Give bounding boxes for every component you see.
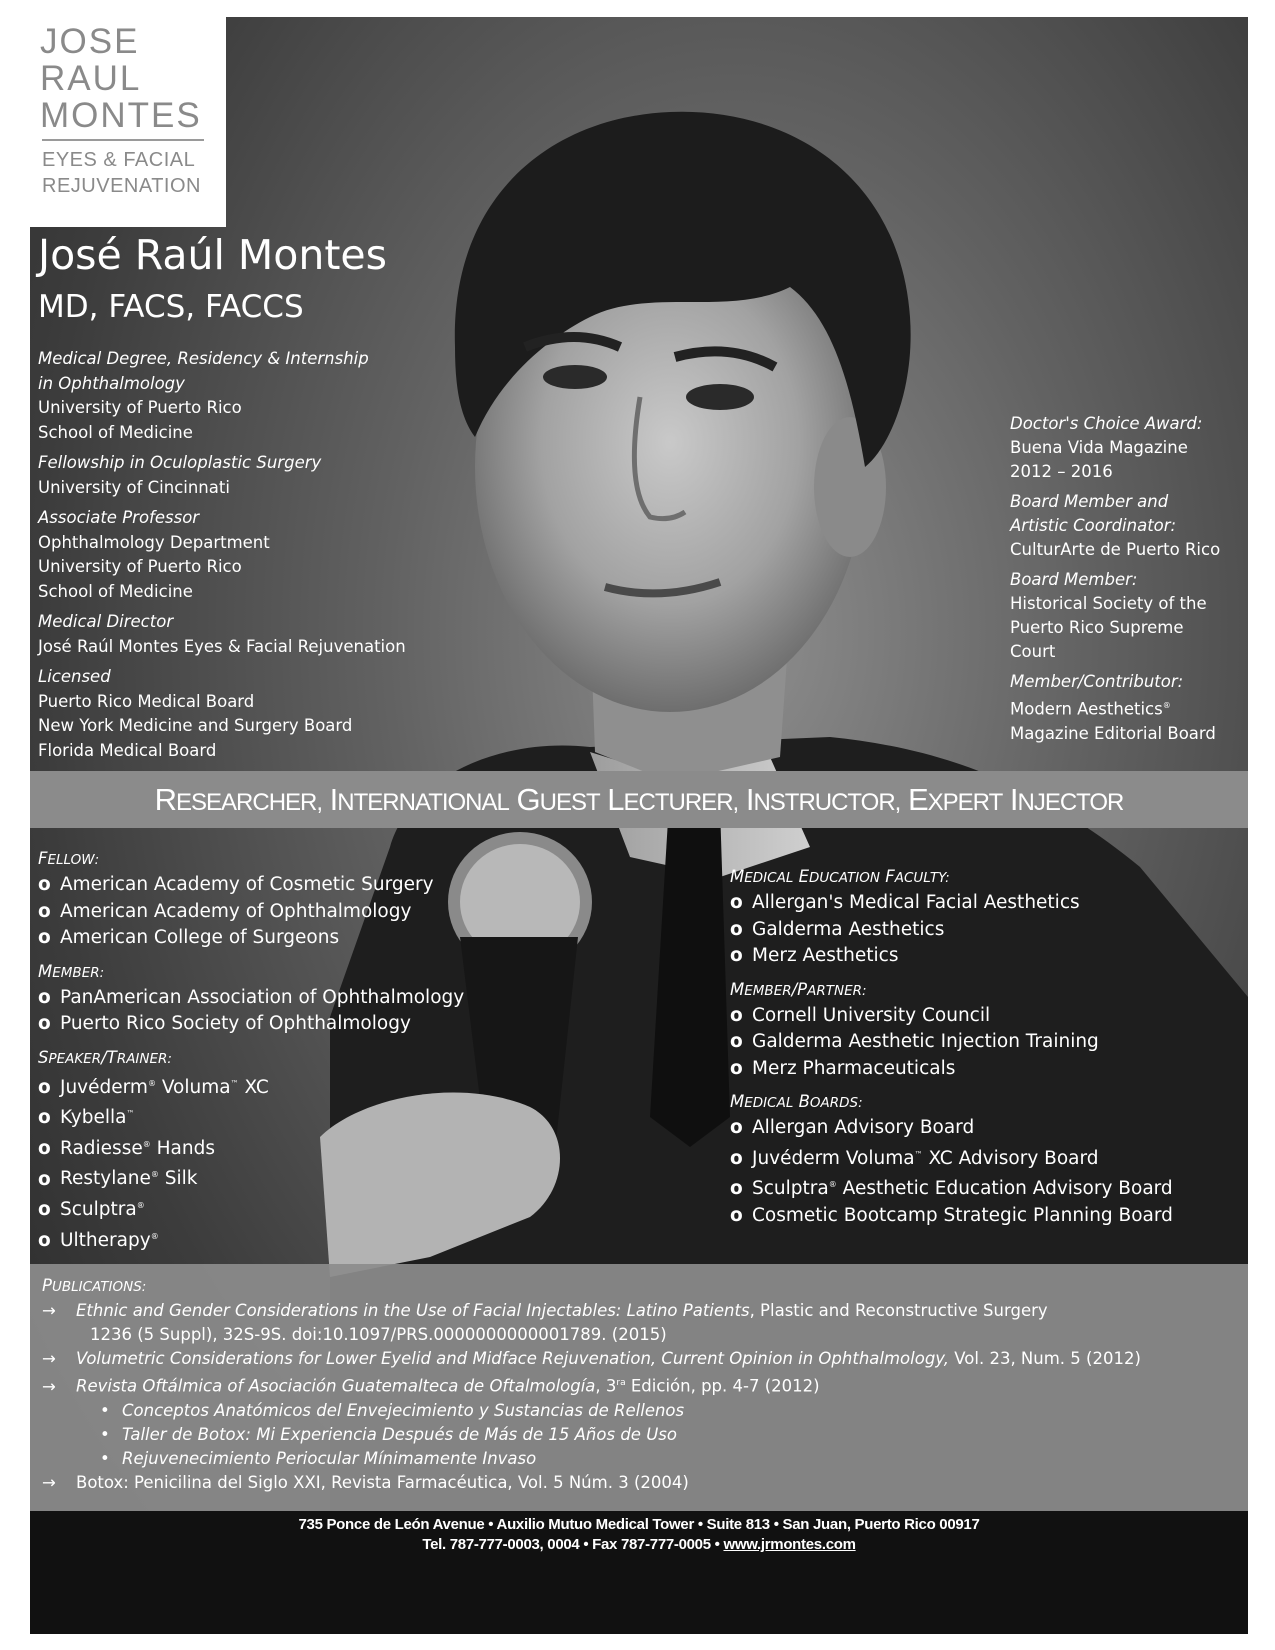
trainer-item-text: Radiesse: [60, 1137, 143, 1159]
credential-left-detail: University of Cincinnati: [38, 477, 230, 497]
section-heading-cap: M: [730, 979, 745, 999]
credential-right-title: Doctor's Choice Award:: [1010, 414, 1203, 433]
bullet: o: [730, 892, 743, 913]
section-heading-cap: M: [38, 961, 53, 981]
arrow-icon: →: [42, 1376, 56, 1396]
banner-capital: R: [154, 781, 176, 817]
logo-divider: [42, 139, 204, 141]
bullet: o: [730, 1204, 743, 1226]
bullet: o: [38, 1229, 51, 1251]
faculty-item-text: Galderma Aesthetics: [752, 918, 945, 940]
publication-source: Vol. 23, Num. 5 (2012): [949, 1349, 1141, 1368]
publication-subitem: [42, 1399, 1232, 1423]
credential-left-group: [38, 347, 438, 445]
credential-right-group: [1010, 670, 1235, 746]
publication-title: Revista Oftálmica of Asociación Guatemalteca de Oftalmología: [76, 1376, 596, 1396]
banner-capital: I: [745, 781, 754, 817]
publication-subitem: [42, 1447, 1232, 1471]
publication-source: , Plastic and Reconstructive Surgery: [749, 1301, 1048, 1320]
section-heading-rest: DUCATION: [809, 870, 880, 886]
bullet: o: [730, 1117, 743, 1138]
trainer-item-text: Voluma: [155, 1076, 231, 1098]
publication-edition: , 3: [595, 1376, 617, 1396]
board-item: [730, 1172, 1173, 1203]
credential-left-title: Medical Degree, Residency & Internship: [38, 349, 369, 368]
fellow-item-text: American Academy of Ophthalmology: [60, 900, 412, 922]
faculty-item: [730, 917, 1173, 944]
trainer-item: [38, 1071, 464, 1102]
section-heading-cap: E: [798, 867, 810, 886]
credential-right-detail: 2012 – 2016: [1010, 462, 1113, 481]
partner-item-text: Cornell University Council: [752, 1004, 991, 1026]
arrow-icon: →: [42, 1349, 56, 1368]
ordinal-suffix: ra: [616, 1378, 626, 1388]
fellow-item-text: American Academy of Cosmetic Surgery: [60, 874, 434, 895]
credential-left-group: [38, 610, 438, 659]
section-heading: [38, 960, 464, 985]
credential-left-title: Licensed: [38, 667, 111, 686]
credentials-left: [38, 347, 438, 769]
bullet: o: [38, 1107, 51, 1129]
title-banner: [30, 771, 1248, 828]
registered-mark: ®: [828, 1180, 837, 1190]
publication-item: [42, 1347, 1232, 1371]
section-heading-rest: ELLOW:: [47, 852, 100, 868]
banner-smallcaps: NTERNATIONAL: [337, 788, 509, 816]
section-heading-cap: M: [730, 867, 745, 886]
arrow-icon: →: [42, 1301, 56, 1320]
credential-left-detail: Ophthalmology Department: [38, 532, 270, 552]
credential-left-detail: University of Puerto Rico: [38, 557, 242, 576]
credential-right-title: Artistic Coordinator:: [1010, 516, 1177, 535]
board-item-text: Cosmetic Bootcamp Strategic Planning Board: [752, 1204, 1173, 1226]
publication-item: [42, 1371, 1232, 1399]
trainer-item: [38, 1162, 464, 1193]
credentials-right: [1010, 412, 1235, 752]
banner-smallcaps: NJECTOR: [1017, 788, 1124, 816]
partner-item-text: Galderma Aesthetic Injection Training: [752, 1031, 1099, 1052]
arrow-icon: →: [42, 1472, 56, 1492]
banner-text: [155, 782, 1124, 818]
bullet: o: [38, 1168, 51, 1190]
publications-list: [42, 1274, 1232, 1495]
affiliations-left: [38, 847, 464, 1254]
credential-right-detail: Modern Aesthetics®: [1010, 699, 1171, 719]
bullet: o: [38, 874, 51, 895]
website-link[interactable]: www.jrmontes.com: [723, 1536, 856, 1553]
banner-smallcaps: NSTRUCTOR,: [753, 788, 901, 816]
faculty-item: [730, 943, 1173, 970]
section-heading: [730, 865, 1173, 890]
credential-left-group: [38, 451, 438, 500]
faculty-item-text: Allergan's Medical Facial Aesthetics: [752, 892, 1080, 913]
board-item: [730, 1115, 1173, 1142]
bullet: o: [38, 1137, 51, 1159]
credential-left-title: Associate Professor: [38, 508, 200, 527]
partner-item: [730, 1003, 1173, 1030]
section-heading-rest: EMBER: [744, 982, 792, 999]
bullet: o: [730, 1147, 743, 1169]
bullet: o: [38, 900, 51, 922]
logo-line-2: RAUL: [40, 59, 142, 98]
registered-mark: ®: [150, 1170, 159, 1180]
publication-citation: 1236 (5 Suppl), 32S-9S. doi:10.1097/PRS.0000000000001789. (2015): [90, 1325, 667, 1344]
section-heading: [38, 847, 464, 872]
section-heading-cap: S: [38, 1047, 49, 1067]
board-item-text: XC Advisory Board: [922, 1147, 1099, 1169]
logo-tagline: [42, 147, 201, 199]
partner-item: [730, 1056, 1173, 1083]
registered-mark: ®: [142, 1139, 151, 1149]
credential-right-group: [1010, 490, 1235, 562]
logo-tagline-2: REJUVENATION: [42, 175, 201, 197]
trademark-mark: ™: [230, 1078, 239, 1088]
publication-subtitle: Conceptos Anatómicos del Envejecimiento y Sustancias de Rellenos: [122, 1400, 685, 1420]
bullet: o: [38, 986, 51, 1008]
publications-heading-rest: UBLICATIONS:: [51, 1279, 147, 1295]
trainer-item-text: XC: [238, 1076, 269, 1098]
publication-source: Edición, pp. 4-7 (2012): [625, 1376, 820, 1396]
footer-address: 735 Ponce de León Avenue • Auxilio Mutuo Medical Tower • Suite 813 • San Juan, Puerto Rico 00917: [298, 1516, 980, 1533]
publication-title: Ethnic and Gender Considerations in the Use of Facial Injectables: Latino Patients: [76, 1301, 750, 1320]
credential-right-detail: Court: [1010, 642, 1056, 661]
credential-right-group: [1010, 568, 1235, 664]
banner-smallcaps: ESEARCHER,: [176, 788, 323, 816]
credential-left-detail: Florida Medical Board: [38, 740, 217, 760]
logo-line-3: MONTES: [40, 96, 202, 135]
banner-smallcaps: XPERT: [927, 788, 1003, 816]
trainer-item-text: Sculptra: [60, 1199, 137, 1221]
trainer-item-text: Hands: [150, 1137, 215, 1159]
board-item: [730, 1203, 1173, 1230]
section-heading-cap: M: [730, 1092, 745, 1111]
partner-item: [730, 1029, 1173, 1056]
faculty-item-text: Merz Aesthetics: [752, 945, 899, 966]
registered-mark: ®: [1162, 701, 1171, 710]
credential-left-detail: New York Medicine and Surgery Board: [38, 716, 353, 735]
credential-right-title: Member/Contributor:: [1010, 672, 1184, 691]
section-heading-rest: EMBER:: [52, 964, 105, 981]
section-heading-rest: ACULTY:: [894, 870, 950, 886]
bullet: o: [730, 1057, 743, 1079]
registered-mark: ®: [150, 1231, 159, 1241]
publications-heading: [42, 1274, 1232, 1299]
trainer-item: [38, 1224, 464, 1255]
bullet: o: [38, 1076, 51, 1098]
fellow-item: [38, 899, 464, 926]
credential-right-group: [1010, 412, 1235, 484]
publication-title: Volumetric Considerations for Lower Eyelid and Midface Rejuvenation, Current Opinion in Ophthalmology,: [76, 1349, 950, 1368]
board-item-text: Allergan Advisory Board: [752, 1117, 975, 1138]
credential-left-title: Fellowship in Oculoplastic Surgery: [38, 453, 322, 472]
doctor-degrees: MD, FACS, FACCS: [38, 289, 304, 325]
bullet: o: [730, 945, 743, 966]
banner-capital: I: [1009, 781, 1018, 817]
section-heading: [730, 1090, 1173, 1115]
credential-left-detail: José Raúl Montes Eyes & Facial Rejuvenation: [38, 636, 406, 656]
trainer-item: [38, 1101, 464, 1132]
publications-panel: [30, 1264, 1248, 1511]
credential-left-title: in Ophthalmology: [38, 373, 185, 393]
member-item-text: Puerto Rico Society of Ophthalmology: [60, 1013, 411, 1034]
credential-right-detail: Puerto Rico Supreme: [1010, 618, 1184, 637]
section-heading: MEMBER/PARTNER:: [730, 979, 867, 999]
section-heading-rest: OARDS:: [809, 1095, 863, 1111]
banner-capital: G: [516, 781, 540, 817]
bullet: o: [730, 1178, 743, 1200]
board-item-text: Aesthetic Education Advisory Board: [836, 1178, 1173, 1200]
bullet-dot: •: [100, 1448, 110, 1468]
affiliations-right: [730, 865, 1173, 1229]
trainer-item-text: Ultherapy: [60, 1229, 151, 1251]
partner-item-text: Merz Pharmaceuticals: [752, 1057, 956, 1079]
credential-left-detail: School of Medicine: [38, 581, 193, 601]
banner-capital: L: [607, 781, 624, 817]
publications-heading-cap: P: [42, 1276, 52, 1295]
section-heading-cap: B: [798, 1092, 810, 1111]
bullet: o: [730, 918, 743, 940]
section-heading: SPEAKER/TRAINER:: [38, 1047, 172, 1067]
banner-capital: E: [907, 781, 928, 817]
flyer-sheet: [30, 17, 1248, 1634]
trademark-mark: ™: [914, 1149, 923, 1159]
bullet: o: [38, 1013, 51, 1034]
credential-right-title: Board Member and: [1010, 492, 1169, 511]
member-item-text: PanAmerican Association of Ophthalmology: [60, 986, 465, 1008]
fellow-item-text: American College of Surgeons: [60, 927, 340, 948]
trainer-item-text: Kybella: [60, 1107, 127, 1129]
credential-right-detail: CulturArte de Puerto Rico: [1010, 540, 1221, 559]
credential-left-group: [38, 665, 438, 763]
credential-left-detail: School of Medicine: [38, 422, 193, 442]
trainer-item-text: Juvéderm: [60, 1076, 148, 1098]
logo-wordmark: [40, 23, 202, 134]
section-heading-cap: F: [885, 867, 895, 886]
fellow-item: [38, 872, 464, 899]
publication-source: Botox: Penicilina del Siglo XXI, Revista Farmacéutica, Vol. 5 Núm. 3 (2004): [76, 1472, 689, 1492]
trainer-item: [38, 1132, 464, 1163]
logo-tagline-1: EYES & FACIAL: [42, 149, 196, 171]
credential-right-detail: Historical Society of the: [1010, 594, 1207, 613]
section-heading-rest: RAINER:: [116, 1050, 172, 1067]
registered-mark: ®: [136, 1201, 145, 1211]
section-heading-rest: ARTNER:: [807, 982, 867, 999]
footer-phone-fax: Tel. 787-777-0003, 0004 • Fax 787-777-0005 •: [422, 1536, 724, 1553]
trainer-item-text: Restylane: [60, 1168, 151, 1190]
member-item: [38, 1011, 464, 1038]
section-heading-cap: T: [106, 1047, 117, 1067]
bullet: o: [730, 1031, 743, 1052]
trademark-mark: ™: [126, 1109, 135, 1119]
credential-right-detail: Magazine Editorial Board: [1010, 723, 1216, 743]
credential-left-detail: University of Puerto Rico: [38, 398, 242, 417]
practice-logo: [30, 17, 226, 227]
board-item-text: Sculptra: [752, 1178, 829, 1200]
bullet: o: [730, 1004, 743, 1026]
bullet: o: [38, 927, 51, 948]
logo-line-1: JOSE: [40, 22, 140, 61]
credential-left-group: [38, 506, 438, 604]
publication-subtitle: Rejuvenecimiento Periocular Mínimamente Invaso: [122, 1448, 537, 1468]
publication-item: [42, 1471, 1232, 1495]
section-heading-rest: EDICAL: [744, 870, 794, 886]
section-heading-rest: EDICAL: [744, 1095, 794, 1111]
trainer-item: [38, 1193, 464, 1224]
doctor-name: José Raúl Montes: [38, 231, 388, 279]
faculty-item: [730, 890, 1173, 917]
section-heading-cap: P: [797, 979, 808, 999]
banner-smallcaps: UEST: [539, 788, 600, 816]
member-item: [38, 985, 464, 1012]
publication-subtitle: Taller de Botox: Mi Experiencia Después de Más de 15 Años de Uso: [122, 1424, 677, 1444]
board-item-text: Juvéderm Voluma: [752, 1147, 915, 1169]
bullet-dot: •: [100, 1424, 110, 1444]
trainer-item-text: Silk: [158, 1168, 198, 1190]
credential-left-title: Medical Director: [38, 612, 174, 631]
registered-mark: ®: [147, 1078, 156, 1088]
bullet: o: [38, 1199, 51, 1221]
publication-item: [42, 1299, 1232, 1323]
footer: [30, 1511, 1248, 1634]
credential-right-title: Board Member:: [1010, 570, 1138, 589]
credential-right-detail: Buena Vida Magazine: [1010, 438, 1188, 457]
credential-left-detail: Puerto Rico Medical Board: [38, 691, 255, 711]
banner-capital: I: [329, 781, 338, 817]
publication-subitem: [42, 1423, 1232, 1447]
section-heading-cap: F: [38, 849, 48, 868]
section-heading-rest: PEAKER: [48, 1050, 102, 1067]
banner-smallcaps: ECTURER,: [623, 788, 739, 816]
footer-contact: [30, 1535, 1248, 1555]
bullet-dot: •: [100, 1400, 110, 1420]
fellow-item: [38, 925, 464, 952]
board-item: [730, 1142, 1173, 1173]
